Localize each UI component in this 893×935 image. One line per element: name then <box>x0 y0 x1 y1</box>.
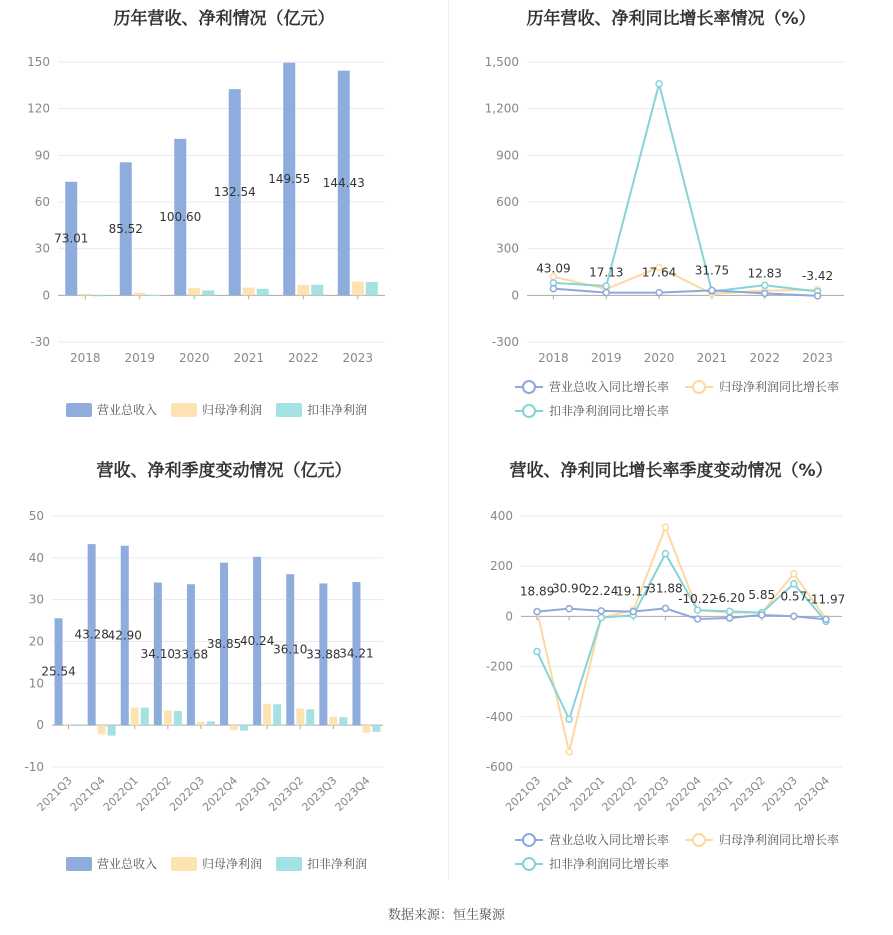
net-profit-bar <box>188 288 200 295</box>
legend-swatch <box>66 857 92 871</box>
deducted-profit-bar <box>257 289 269 296</box>
deducted-profit-bar <box>202 290 214 295</box>
y-tick-label: 50 <box>28 509 44 523</box>
y-tick-label: 0 <box>511 288 519 303</box>
revenue-growth-data-label: 18.89 <box>519 584 555 599</box>
chart-title: 历年营收、净利同比增长率情况（%） <box>526 9 816 29</box>
line-point <box>695 607 701 613</box>
y-tick-label: 1,200 <box>484 101 519 116</box>
chart-svg <box>449 445 893 890</box>
deducted-profit-bar <box>366 282 378 295</box>
x-tick-label: 2022Q2 <box>133 773 174 814</box>
revenue-growth-data-label: 43.09 <box>536 261 571 276</box>
x-tick-label: 2021 <box>233 351 265 365</box>
net-profit-bar <box>65 724 73 725</box>
y-tick-label: -600 <box>485 760 513 774</box>
line-point <box>662 605 668 611</box>
net-profit-bar <box>362 725 370 733</box>
revenue-growth-data-label: 17.64 <box>641 265 677 280</box>
line-point <box>566 749 572 755</box>
x-tick-label: 2021Q4 <box>535 773 576 814</box>
revenue-data-label: 33.68 <box>173 647 209 662</box>
legend-marker <box>523 834 535 846</box>
x-tick-label: 2022Q1 <box>100 773 141 814</box>
revenue-data-label: 38.85 <box>206 636 242 651</box>
line-point <box>566 606 572 612</box>
net-profit-bar <box>329 717 337 725</box>
net-profit-bar <box>297 285 309 295</box>
y-tick-label: 200 <box>490 559 513 574</box>
legend-label: 营业总收入同比增长率 <box>549 833 670 847</box>
x-tick-label: 2023Q3 <box>299 773 340 814</box>
quarterly-growth-rate-chart <box>449 445 893 890</box>
y-tick-label: -400 <box>485 709 513 724</box>
deducted-profit-growth-line <box>553 84 817 292</box>
x-tick-label: 2021 <box>696 351 728 365</box>
deducted-profit-bar <box>148 295 160 296</box>
deducted-profit-growth-line <box>537 554 826 720</box>
x-tick-label: 2023Q2 <box>727 773 768 814</box>
deducted-profit-bar <box>372 725 380 732</box>
line-point <box>727 615 733 621</box>
legend-swatch <box>171 403 197 417</box>
revenue-growth-line <box>537 608 826 619</box>
y-tick-label: 150 <box>27 55 50 69</box>
x-tick-label: 2018 <box>69 351 101 365</box>
y-tick-label: 400 <box>490 509 513 523</box>
net-profit-bar <box>98 725 106 734</box>
line-point <box>762 282 768 288</box>
y-tick-label: 20 <box>28 634 44 649</box>
deducted-profit-bar <box>311 285 323 296</box>
line-point <box>759 612 765 618</box>
x-tick-label: 2022Q1 <box>567 773 608 814</box>
x-tick-label: 2023 <box>802 351 833 365</box>
legend-label: 扣非净利润 <box>307 857 368 871</box>
quarterly-revenue-profit-chart <box>0 445 448 890</box>
chart-title: 历年营收、净利情况（亿元） <box>113 9 335 29</box>
revenue-data-label: 100.60 <box>159 210 202 225</box>
line-point <box>791 571 797 577</box>
legend-marker <box>523 405 535 417</box>
revenue-growth-data-label: -3.42 <box>802 268 834 283</box>
legend-swatch <box>276 403 302 417</box>
y-tick-label: -10 <box>24 760 44 774</box>
revenue-growth-data-label: 19.17 <box>616 584 651 599</box>
revenue-data-label: 40.24 <box>239 633 275 648</box>
x-tick-label: 2023Q1 <box>233 773 274 814</box>
x-tick-label: 2021Q3 <box>34 773 75 814</box>
x-tick-label: 2022Q3 <box>167 773 208 814</box>
revenue-data-label: 144.43 <box>322 175 365 190</box>
y-tick-label: 300 <box>496 241 519 256</box>
x-tick-label: 2019 <box>590 351 622 365</box>
x-tick-label: 2022Q4 <box>200 773 241 814</box>
line-point <box>550 286 556 292</box>
revenue-growth-data-label: 31.88 <box>648 581 683 596</box>
line-point <box>762 290 768 296</box>
line-point <box>791 581 797 587</box>
chart-svg <box>0 445 448 890</box>
legend-swatch <box>276 857 302 871</box>
revenue-data-label: 33.88 <box>306 647 341 662</box>
y-tick-label: 600 <box>496 195 519 209</box>
line-point <box>815 293 821 299</box>
line-point <box>791 613 797 619</box>
deducted-profit-bar <box>108 725 116 735</box>
x-tick-label: 2020 <box>643 351 675 365</box>
line-point <box>662 524 668 530</box>
revenue-growth-data-label: 5.85 <box>748 587 776 602</box>
legend-label: 扣非净利润 <box>307 403 368 417</box>
x-tick-label: 2020 <box>178 351 210 365</box>
data-source-footer: 数据来源：恒生聚源 <box>387 908 505 923</box>
deducted-profit-bar <box>306 709 314 725</box>
revenue-data-label: 73.01 <box>54 231 89 246</box>
legend-swatch <box>171 857 197 871</box>
legend-label: 扣非净利润同比增长率 <box>549 857 670 871</box>
x-tick-label: 2023Q4 <box>332 773 373 814</box>
net-profit-bar <box>164 711 172 726</box>
revenue-growth-data-label: 31.75 <box>694 263 730 278</box>
revenue-data-label: 85.52 <box>108 221 143 236</box>
line-point <box>598 608 604 614</box>
revenue-growth-data-label: 17.13 <box>589 265 624 280</box>
y-tick-label: 10 <box>28 676 44 691</box>
y-tick-label: 90 <box>34 148 50 163</box>
chart-svg <box>0 0 448 440</box>
chart-svg <box>449 0 893 440</box>
line-point <box>566 716 572 722</box>
revenue-data-label: 42.90 <box>107 628 142 643</box>
x-tick-label: 2019 <box>124 351 156 365</box>
deducted-profit-bar <box>273 704 281 725</box>
x-tick-label: 2022Q4 <box>663 773 704 814</box>
line-point <box>695 616 701 622</box>
chart-title: 营收、净利同比增长率季度变动情况（%） <box>509 461 833 481</box>
revenue-data-label: 149.55 <box>268 172 311 187</box>
x-tick-label: 2023 <box>342 351 374 365</box>
x-tick-label: 2023Q4 <box>792 773 833 814</box>
x-tick-label: 2018 <box>538 351 569 365</box>
y-tick-label: 40 <box>28 550 44 565</box>
deducted-profit-bar <box>93 295 105 296</box>
net-profit-bar <box>296 708 304 725</box>
y-tick-label: 30 <box>28 592 44 607</box>
net-profit-bar <box>134 293 146 295</box>
line-point <box>662 551 668 557</box>
y-tick-label: -200 <box>485 659 513 674</box>
net-profit-bar <box>230 725 238 730</box>
net-profit-bar <box>352 282 364 296</box>
x-tick-label: 2022 <box>749 351 781 365</box>
legend-label: 归母净利润 <box>202 857 263 871</box>
x-tick-label: 2021Q3 <box>503 773 544 814</box>
legend-marker <box>693 834 705 846</box>
deducted-profit-bar <box>207 721 215 725</box>
x-tick-label: 2023Q1 <box>695 773 736 814</box>
y-tick-label: 900 <box>496 148 519 163</box>
net-profit-bar <box>243 288 255 296</box>
net-profit-bar <box>79 294 91 296</box>
legend-label: 扣非净利润同比增长率 <box>549 404 670 418</box>
revenue-data-label: 36.10 <box>273 642 308 657</box>
net-profit-growth-line <box>537 527 826 752</box>
annual-revenue-profit-chart <box>0 0 448 440</box>
deducted-profit-bar <box>339 717 347 725</box>
line-point <box>709 287 715 293</box>
revenue-growth-data-label: 0.57 <box>780 589 808 604</box>
y-tick-label: -300 <box>491 335 519 349</box>
line-point <box>727 608 733 614</box>
line-point <box>656 290 662 296</box>
legend-label: 归母净利润同比增长率 <box>719 380 840 394</box>
line-point <box>603 290 609 296</box>
revenue-growth-data-label: -11.97 <box>806 592 846 607</box>
revenue-growth-data-label: 22.24 <box>584 583 619 598</box>
y-tick-label: 0 <box>42 288 50 303</box>
x-tick-label: 2023Q3 <box>759 773 800 814</box>
deducted-profit-bar <box>141 708 149 726</box>
line-point <box>534 649 540 655</box>
y-tick-label: 0 <box>36 718 44 733</box>
line-point <box>534 609 540 615</box>
revenue-growth-data-label: 12.83 <box>747 266 782 281</box>
deducted-profit-bar <box>75 725 83 726</box>
net-profit-bar <box>197 722 205 725</box>
line-point <box>656 81 662 87</box>
x-tick-label: 2023Q2 <box>266 773 307 814</box>
x-tick-label: 2022 <box>287 351 319 365</box>
x-tick-label: 2022Q2 <box>599 773 640 814</box>
line-point <box>630 609 636 615</box>
y-tick-label: 1,500 <box>484 55 519 69</box>
legend-label: 归母净利润 <box>202 403 263 417</box>
net-profit-bar <box>263 704 271 725</box>
y-tick-label: 30 <box>34 241 50 256</box>
legend-marker <box>693 381 705 393</box>
line-point <box>823 616 829 622</box>
x-tick-label: 2022Q3 <box>631 773 672 814</box>
line-point <box>603 283 609 289</box>
y-tick-label: 0 <box>505 609 513 624</box>
revenue-growth-data-label: -10.22 <box>678 591 717 606</box>
y-tick-label: 120 <box>27 101 50 116</box>
legend-marker <box>523 858 535 870</box>
legend-label: 营业总收入 <box>97 403 158 417</box>
revenue-growth-data-label: -6.20 <box>714 590 746 605</box>
deducted-profit-bar <box>174 711 182 725</box>
legend-label: 归母净利润同比增长率 <box>719 833 840 847</box>
line-point <box>598 615 604 621</box>
revenue-growth-data-label: 30.90 <box>551 581 587 596</box>
revenue-data-label: 43.28 <box>74 627 109 642</box>
revenue-data-label: 34.21 <box>339 646 374 661</box>
y-tick-label: -30 <box>30 335 50 349</box>
chart-title: 营收、净利季度变动情况（亿元） <box>96 461 352 481</box>
annual-growth-rate-chart <box>449 0 893 440</box>
legend-marker <box>523 381 535 393</box>
net-profit-bar <box>131 708 139 726</box>
legend-label: 营业总收入同比增长率 <box>549 380 670 394</box>
legend-swatch <box>66 403 92 417</box>
revenue-data-label: 34.10 <box>140 646 176 661</box>
y-tick-label: 60 <box>34 195 50 209</box>
x-tick-label: 2021Q4 <box>67 773 108 814</box>
revenue-data-label: 25.54 <box>41 664 76 679</box>
revenue-data-label: 132.54 <box>213 185 256 200</box>
deducted-profit-bar <box>240 725 248 730</box>
legend-label: 营业总收入 <box>97 857 158 871</box>
